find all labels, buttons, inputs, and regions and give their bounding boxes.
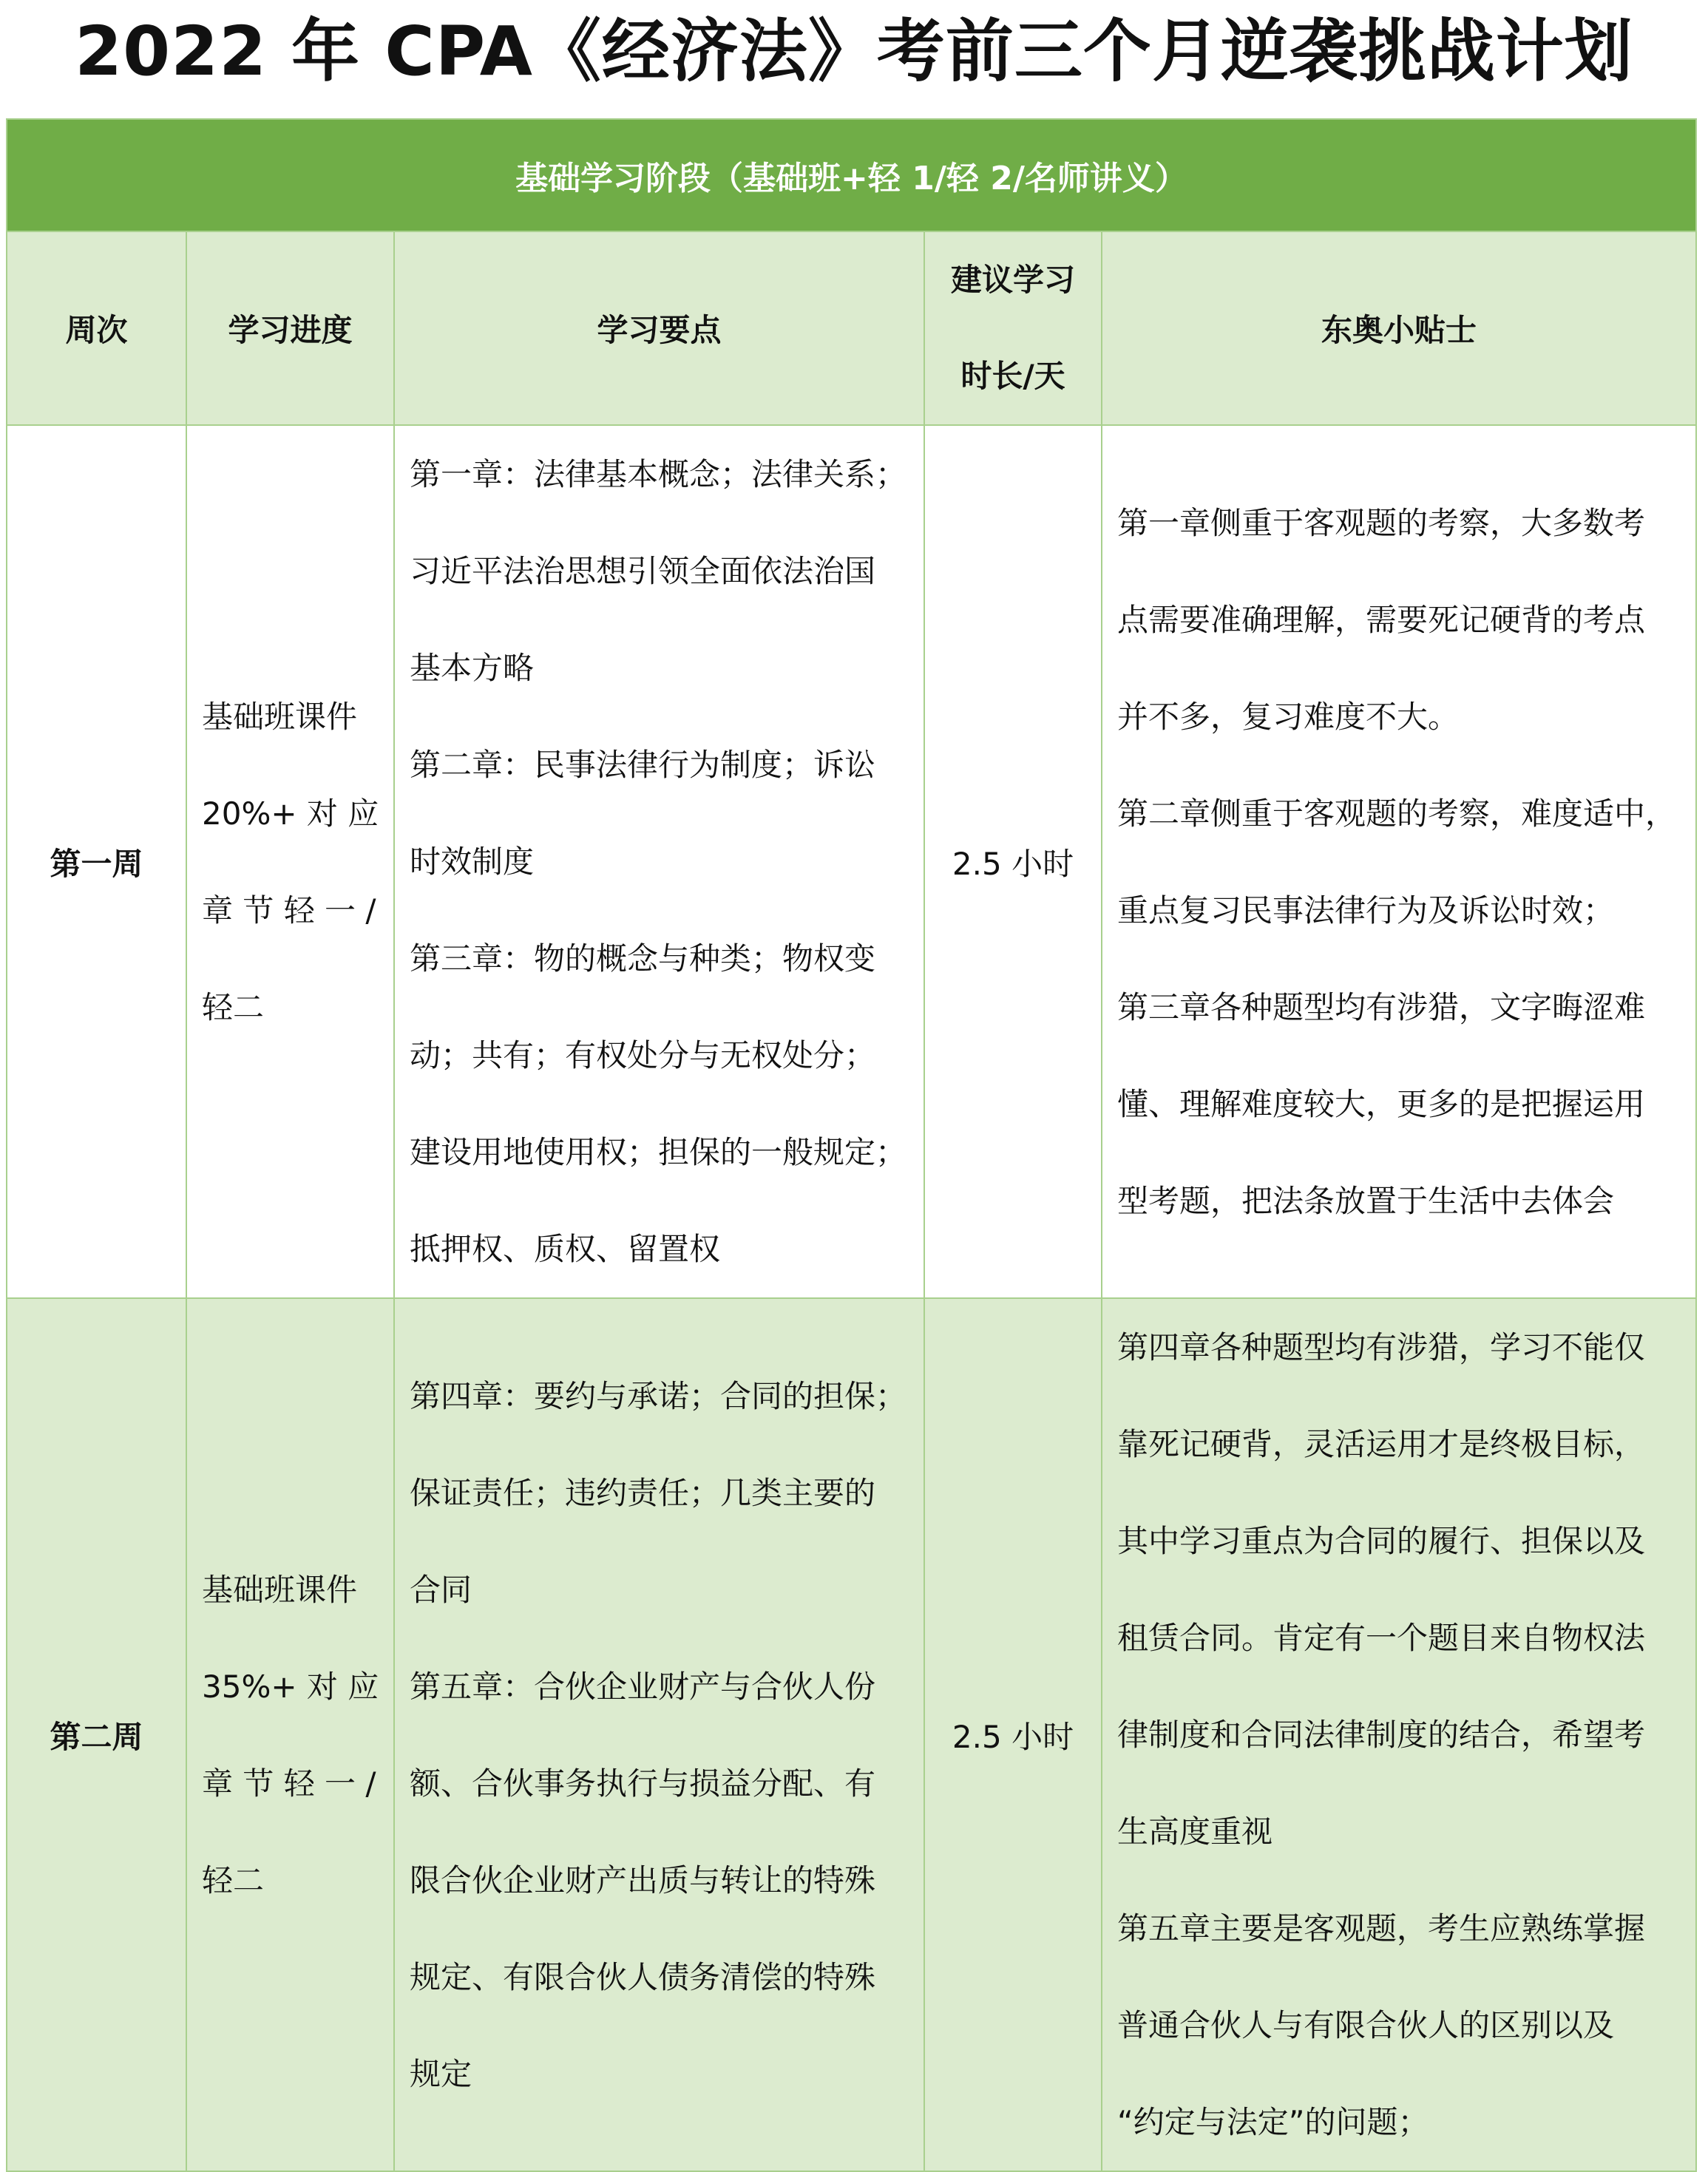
points-cell [394,425,924,1298]
points-cell [394,1298,924,2171]
table-row [7,425,1696,1298]
text-line: 合同 [410,1571,472,1608]
progress-cell [186,1298,394,2171]
text-line: 轻二 [202,988,265,1025]
study-plan-table [6,118,1697,2172]
text-line: 生高度重视 [1117,1813,1273,1850]
header-progress: 学习进度 [186,231,394,425]
text-line: 第一章：法律基本概念；法律关系； [410,456,907,492]
text-line: 律制度和合同法律制度的结合，希望考 [1117,1717,1646,1753]
text-line: 基础班课件 [202,1571,358,1608]
text-line: 第三章：物的概念与种类；物权变 [410,940,876,977]
text-line: 第五章：合伙企业财产与合伙人份 [410,1668,876,1705]
tips-cell [1102,1298,1696,2171]
text-line: 限合伙企业财产出质与转让的特殊 [410,1862,876,1898]
text-line: 第四章各种题型均有涉猎，学习不能仅 [1117,1329,1646,1365]
text-line: 抵押权、质权、留置权 [410,1231,721,1267]
header-week: 周次 [7,231,186,425]
text-line: 基础班课件 [202,698,358,735]
text-line: 第四章：要约与承诺；合同的担保； [410,1377,907,1414]
header-hours [924,231,1102,425]
week-cell: 第二周 [7,1298,186,2171]
text-line: 35%+ 对 应 [202,1668,379,1705]
text-line: 轻二 [202,1862,265,1898]
text-line: 第三章各种题型均有涉猎，文字晦涩难 [1117,988,1646,1025]
header-hours-line2: 时长/天 [960,358,1065,394]
text-line: 第一章侧重于客观题的考察，大多数考 [1117,504,1646,541]
stage-band: 基础学习阶段（基础班+轻 1/轻 2/名师讲义） [7,119,1696,231]
text-line: 20%+ 对 应 [202,795,379,832]
table-row [7,1298,1696,2171]
text-line: 型考题，把法条放置于生活中去体会 [1117,1182,1615,1219]
text-line: 懂、理解难度较大，更多的是把握运用 [1117,1085,1646,1122]
text-line: 章 节 轻 一 / [202,1765,376,1802]
text-line: 保证责任；违约责任；几类主要的 [410,1474,876,1511]
text-line: 第二章：民事法律行为制度；诉讼 [410,747,876,783]
text-line: 第五章主要是客观题，考生应熟练掌握 [1117,1910,1646,1947]
text-line: 规定 [410,2055,472,2092]
text-line: 规定、有限合伙人债务清偿的特殊 [410,1958,876,1995]
text-line: “约定与法定”的问题； [1117,2104,1429,2140]
text-line: 动；共有；有权处分与无权处分； [410,1037,876,1073]
header-tips: 东奥小贴士 [1102,231,1696,425]
text-line: 习近平法治思想引领全面依法治国 [410,553,876,589]
text-line: 普通合伙人与有限合伙人的区别以及 [1117,2007,1615,2043]
text-line: 重点复习民事法律行为及诉讼时效； [1117,892,1615,929]
header-row [7,231,1696,425]
text-line: 靠死记硬背，灵活运用才是终极目标， [1117,1426,1646,1462]
text-line: 章 节 轻 一 / [202,892,376,929]
text-line: 点需要准确理解，需要死记硬背的考点 [1117,601,1646,638]
progress-cell [186,425,394,1298]
text-line: 额、合伙事务执行与损益分配、有 [410,1765,876,1802]
page-title: 2022 年 CPA《经济法》考前三个月逆袭挑战计划 [75,12,1633,91]
week-cell: 第一周 [7,425,186,1298]
text-line: 并不多，复习难度不大。 [1117,698,1460,735]
hours-cell: 2.5 小时 [924,425,1102,1298]
text-line: 时效制度 [410,844,535,880]
header-points: 学习要点 [394,231,924,425]
text-line: 建设用地使用权；担保的一般规定； [410,1134,907,1170]
text-line: 第二章侧重于客观题的考察，难度适中， [1117,795,1677,832]
text-line: 租赁合同。肯定有一个题目来自物权法 [1117,1620,1646,1656]
text-line: 基本方略 [410,650,535,686]
hours-cell: 2.5 小时 [924,1298,1102,2171]
text-line: 其中学习重点为合同的履行、担保以及 [1117,1523,1646,1559]
tips-cell [1102,425,1696,1298]
header-hours-line1: 建议学习 [950,262,1075,298]
